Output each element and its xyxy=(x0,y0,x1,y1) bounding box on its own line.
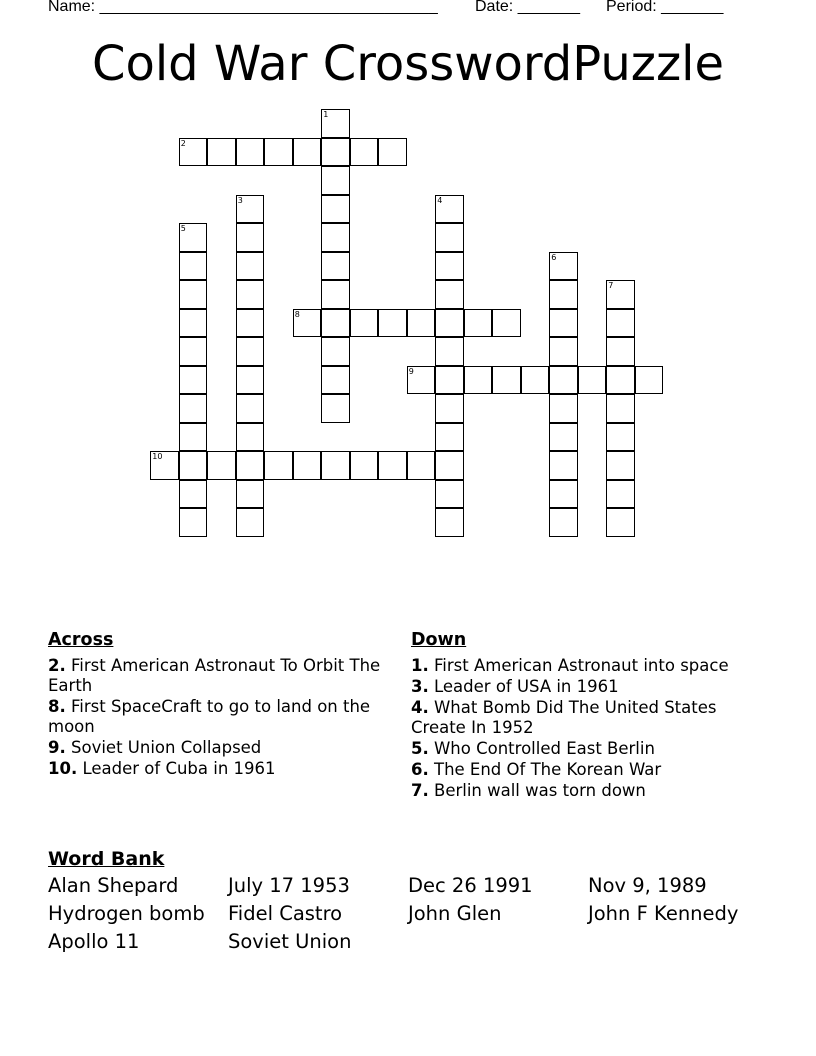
crossword-cell[interactable] xyxy=(435,451,464,480)
crossword-cell[interactable] xyxy=(236,423,265,452)
down-clue xyxy=(411,739,746,759)
word-bank-item: Fidel Castro xyxy=(228,902,343,925)
crossword-cell[interactable] xyxy=(549,337,578,366)
word-bank-item: Soviet Union xyxy=(228,930,352,953)
across-heading: Across xyxy=(48,630,114,650)
clue-number: 4 xyxy=(437,195,443,205)
crossword-cell[interactable] xyxy=(435,223,464,252)
crossword-cell[interactable] xyxy=(435,508,464,537)
down-clue xyxy=(411,781,746,801)
down-heading: Down xyxy=(411,630,467,650)
clue-num: 1. xyxy=(411,656,429,675)
clue-text: What Bomb Did The United States Create In 1952 xyxy=(411,698,717,737)
crossword-cell[interactable] xyxy=(236,508,265,537)
crossword-cell[interactable] xyxy=(549,423,578,452)
clue-num: 2. xyxy=(48,656,66,675)
crossword-cell[interactable] xyxy=(606,337,635,366)
across-clue-list xyxy=(48,656,383,779)
crossword-cell[interactable] xyxy=(179,337,208,366)
crossword-cell[interactable] xyxy=(435,337,464,366)
down-clue xyxy=(411,656,746,676)
crossword-cell[interactable] xyxy=(236,451,265,480)
puzzle-title: Cold War CrosswordPuzzle xyxy=(91,36,725,92)
crossword-cell[interactable] xyxy=(606,451,635,480)
crossword-cell[interactable] xyxy=(407,366,436,395)
clue-num: 10. xyxy=(48,759,78,778)
clue-number: 10 xyxy=(152,452,163,462)
crossword-cell[interactable] xyxy=(435,252,464,281)
crossword-cell[interactable] xyxy=(179,280,208,309)
across-clues xyxy=(48,628,383,780)
crossword-cell[interactable] xyxy=(321,394,350,423)
crossword-cell[interactable] xyxy=(435,394,464,423)
clue-num: 3. xyxy=(411,677,429,696)
clue-text: First SpaceCraft to go to land on the moon xyxy=(48,697,371,736)
clue-text: First American Astronaut To Orbit The Earth xyxy=(48,656,381,695)
crossword-cell[interactable] xyxy=(549,252,578,281)
crossword-cell[interactable] xyxy=(549,366,578,395)
clue-text: Who Controlled East Berlin xyxy=(428,739,655,758)
crossword-cell[interactable] xyxy=(207,138,236,167)
crossword-cell[interactable] xyxy=(321,166,350,195)
crossword-cell[interactable] xyxy=(321,366,350,395)
crossword-cell[interactable] xyxy=(321,252,350,281)
clue-num: 4. xyxy=(411,698,429,717)
word-bank-item: Nov 9, 1989 xyxy=(588,874,707,897)
crossword-cell[interactable] xyxy=(321,337,350,366)
crossword-cell[interactable] xyxy=(492,366,521,395)
down-clue-list xyxy=(411,656,746,801)
crossword-cell[interactable] xyxy=(378,138,407,167)
crossword-cell[interactable] xyxy=(293,309,322,338)
crossword-cell[interactable] xyxy=(264,138,293,167)
clue-number: 6 xyxy=(551,252,557,262)
clue-num: 8. xyxy=(48,697,66,716)
crossword-cell[interactable] xyxy=(207,451,236,480)
crossword-cell[interactable] xyxy=(236,394,265,423)
crossword-cell[interactable] xyxy=(378,309,407,338)
crossword-cell[interactable] xyxy=(321,451,350,480)
date-field-label[interactable]: Date: _______ xyxy=(475,0,580,15)
crossword-cell[interactable] xyxy=(435,280,464,309)
crossword-cell[interactable] xyxy=(378,451,407,480)
crossword-cell[interactable] xyxy=(321,223,350,252)
crossword-cell[interactable] xyxy=(236,337,265,366)
crossword-cell[interactable] xyxy=(236,252,265,281)
crossword-cell[interactable] xyxy=(350,451,379,480)
crossword-cell[interactable] xyxy=(321,138,350,167)
crossword-cell[interactable] xyxy=(293,138,322,167)
crossword-cell[interactable] xyxy=(549,309,578,338)
period-field-label[interactable]: Period: _______ xyxy=(606,0,724,15)
clue-text: Leader of USA in 1961 xyxy=(428,677,619,696)
crossword-cell[interactable] xyxy=(464,309,493,338)
down-clue xyxy=(411,760,746,780)
crossword-cell[interactable] xyxy=(179,451,208,480)
crossword-cell[interactable] xyxy=(492,309,521,338)
crossword-cell[interactable] xyxy=(606,480,635,509)
crossword-cell[interactable] xyxy=(179,309,208,338)
across-clue xyxy=(48,656,383,696)
down-clues xyxy=(411,628,746,802)
down-clue xyxy=(411,677,746,697)
down-clue xyxy=(411,698,746,738)
crossword-cell[interactable] xyxy=(350,309,379,338)
crossword-cell[interactable] xyxy=(407,309,436,338)
crossword-cell[interactable] xyxy=(549,480,578,509)
crossword-cell[interactable] xyxy=(407,451,436,480)
crossword-cell[interactable] xyxy=(350,138,379,167)
clue-num: 6. xyxy=(411,760,429,779)
word-bank-item: July 17 1953 xyxy=(228,874,350,897)
crossword-cell[interactable] xyxy=(606,280,635,309)
crossword-cell[interactable] xyxy=(179,423,208,452)
word-bank-item: Alan Shepard xyxy=(48,874,179,897)
crossword-cell[interactable] xyxy=(606,366,635,395)
crossword-cell[interactable] xyxy=(635,366,664,395)
word-bank xyxy=(48,846,768,956)
clue-number: 5 xyxy=(180,224,186,234)
word-bank-item: John Glen xyxy=(408,902,502,925)
crossword-cell[interactable] xyxy=(549,451,578,480)
crossword-cell[interactable] xyxy=(179,138,208,167)
crossword-cell[interactable] xyxy=(179,252,208,281)
clue-num: 7. xyxy=(411,781,429,800)
clue-number: 1 xyxy=(323,110,329,120)
crossword-cell[interactable] xyxy=(549,280,578,309)
crossword-cell[interactable] xyxy=(321,309,350,338)
crossword-cell[interactable] xyxy=(236,195,265,224)
clue-number: 8 xyxy=(294,309,300,319)
crossword-cell[interactable] xyxy=(179,394,208,423)
crossword-cell[interactable] xyxy=(236,280,265,309)
crossword-cell[interactable] xyxy=(264,451,293,480)
crossword-cell[interactable] xyxy=(606,309,635,338)
crossword-cell[interactable] xyxy=(179,223,208,252)
clue-number: 2 xyxy=(180,138,186,148)
crossword-cell[interactable] xyxy=(464,366,493,395)
crossword-cell[interactable] xyxy=(321,195,350,224)
word-bank-item: Hydrogen bomb xyxy=(48,902,205,925)
word-bank-list xyxy=(48,872,768,956)
name-field-label[interactable]: Name: ______________________________________ xyxy=(48,0,438,15)
crossword-cell[interactable] xyxy=(179,366,208,395)
crossword-cell[interactable] xyxy=(435,480,464,509)
clue-text: Soviet Union Collapsed xyxy=(65,738,262,757)
crossword-cell[interactable] xyxy=(435,423,464,452)
crossword-cell[interactable] xyxy=(321,109,350,138)
clue-text: Leader of Cuba in 1961 xyxy=(77,759,276,778)
clue-num: 5. xyxy=(411,739,429,758)
word-bank-item: John F Kennedy xyxy=(588,902,739,925)
word-bank-heading: Word Bank xyxy=(48,848,165,870)
crossword-cell[interactable] xyxy=(435,366,464,395)
crossword-cell[interactable] xyxy=(236,223,265,252)
clue-number: 7 xyxy=(608,281,614,291)
crossword-cell[interactable] xyxy=(521,366,550,395)
clue-text: First American Astronaut into space xyxy=(428,656,729,675)
clue-number: 3 xyxy=(237,195,243,205)
crossword-cell[interactable] xyxy=(435,195,464,224)
clue-text: Berlin wall was torn down xyxy=(428,781,646,800)
across-clue xyxy=(48,738,383,758)
crossword-cell[interactable] xyxy=(236,138,265,167)
clue-number: 9 xyxy=(408,366,414,376)
crossword-cell[interactable] xyxy=(606,394,635,423)
crossword-cell[interactable] xyxy=(606,508,635,537)
crossword-cell[interactable] xyxy=(236,480,265,509)
crossword-cell[interactable] xyxy=(606,423,635,452)
crossword-cell[interactable] xyxy=(321,280,350,309)
crossword-cell[interactable] xyxy=(236,366,265,395)
crossword-cell[interactable] xyxy=(435,309,464,338)
crossword-cell[interactable] xyxy=(236,309,265,338)
crossword-cell[interactable] xyxy=(150,451,179,480)
across-clue xyxy=(48,759,383,779)
crossword-cell[interactable] xyxy=(293,451,322,480)
crossword-cell[interactable] xyxy=(578,366,607,395)
crossword-cell[interactable] xyxy=(549,394,578,423)
crossword-cell[interactable] xyxy=(179,508,208,537)
crossword-cell[interactable] xyxy=(549,508,578,537)
across-clue xyxy=(48,697,383,737)
crossword-cell[interactable] xyxy=(179,480,208,509)
word-bank-item: Apollo 11 xyxy=(48,930,140,953)
word-bank-item: Dec 26 1991 xyxy=(408,874,533,897)
clue-text: The End Of The Korean War xyxy=(428,760,662,779)
clue-num: 9. xyxy=(48,738,66,757)
